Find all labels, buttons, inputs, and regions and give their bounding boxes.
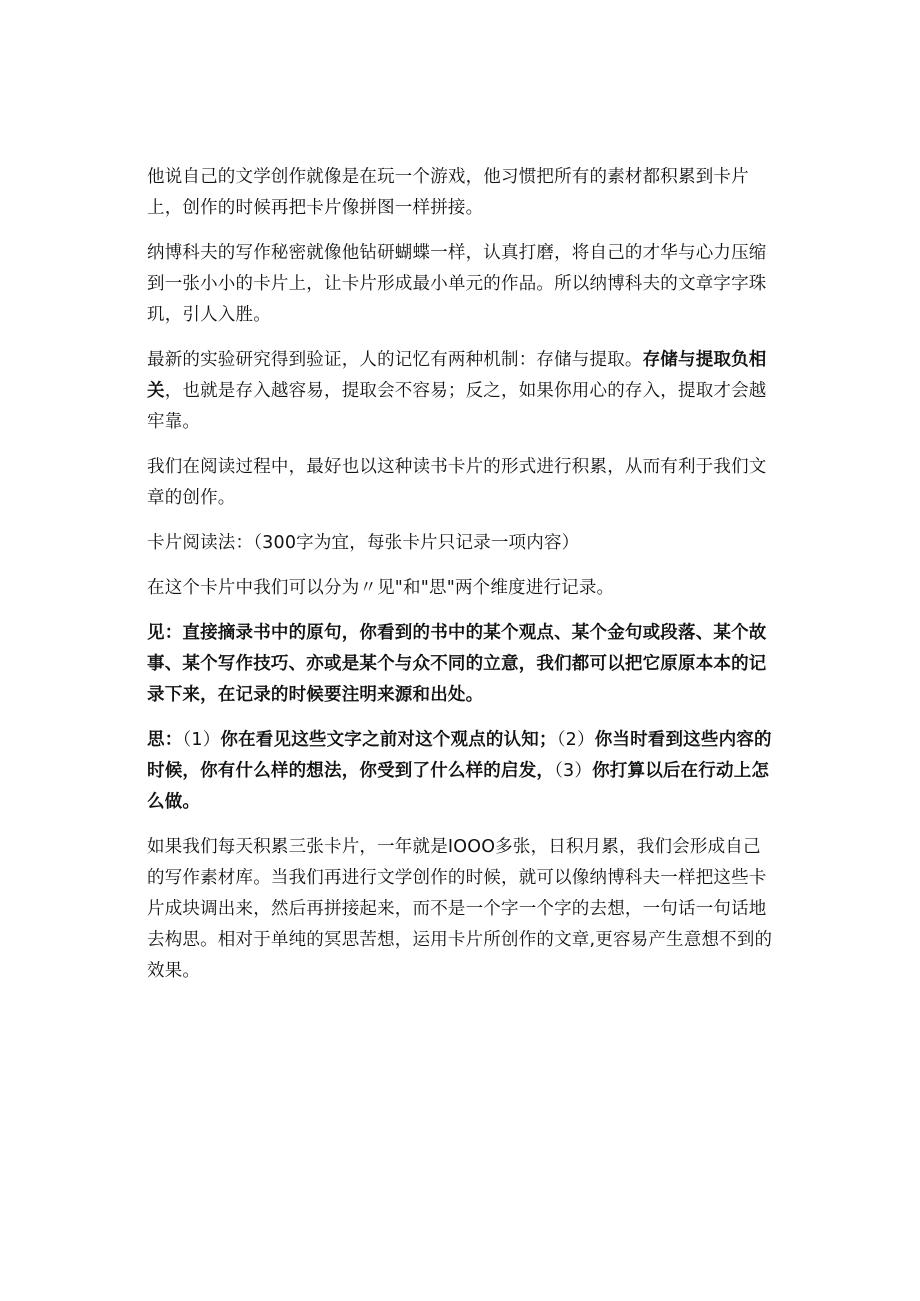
paragraph-8-num-1: （1） [182, 730, 221, 750]
paragraph-2: 纳博科夫的写作秘密就像他钻研蝴蝶一样，认真打磨，将自己的才华与心力压缩到一张小小的卡片上，让卡片形成最小单元的作品。所以纳博科夫的文章字字珠玑，引人入胜。 [147, 243, 767, 325]
paragraph-3-text-a: 最新的实验研究得到验证，人的记忆有两种机制：存储与提取。 [147, 350, 643, 370]
paragraph-1: 他说自己的文学创作就像是在玩一个游戏，他习惯把所有的素材都积累到卡片上，创作的时候再把卡片像拼图一样拼接。 [147, 167, 749, 218]
paragraph-3-bold-text: 存储与提取负相关 [147, 350, 767, 401]
paragraph-7: 见：直接摘录书中的原句，你看到的书中的某个观点、某个金句或段落、某个故事、某个写作技巧、亦或是某个与众不同的立意，我们都可以把它原原本本的记录下来，在记录的时候要注明来源和出处。 [147, 623, 767, 705]
paragraph-4: 我们在阅读过程中，最好也以这种读书卡片的形式进行积累，从而有利于我们文章的创作。 [147, 457, 767, 508]
paragraph-3 [147, 345, 777, 438]
paragraph-8-item-3: 你打算以后在行动上怎么做。 [147, 761, 770, 812]
paragraph-8-item-2: 你当时看到这些内容的时候，你有什么样的想法，你受到了什么样的启发， [147, 730, 772, 781]
paragraph-8 [147, 725, 777, 818]
paragraph-5: 卡片阅读法：（300字为宜，每张卡片只记录一项内容） [147, 533, 580, 553]
paragraph-8-label: 思： [147, 730, 183, 750]
paragraph-6: 在这个卡片中我们可以分为〃见"和"思"两个维度进行记录。 [147, 578, 615, 598]
document-body [147, 162, 777, 1001]
paragraph-8-item-1: 你在看见这些文字之前对这个观点的认知； [220, 730, 557, 750]
paragraph-3-text-c: ，也就是存入越容易，提取会不容易；反之，如果你用心的存入，提取才会越牢靠。 [147, 381, 767, 432]
paragraph-8-num-2: （2） [556, 730, 595, 750]
paragraph-8-num-3: （3） [554, 761, 593, 781]
paragraph-9: 如果我们每天积累三张卡片，一年就是IOOO多张，日积月累，我们会形成自己的写作素材库。当我们再进行文学创作的时候，就可以像纳博科夫一样把这些卡片成块调出来，然后再拼接起来，而不是一个字一个字的去想，一句话一句话地去构思。相对于单纯的冥思苦想，运用卡片所创作的文章,更容易产生意想不到的效果。 [147, 837, 773, 981]
